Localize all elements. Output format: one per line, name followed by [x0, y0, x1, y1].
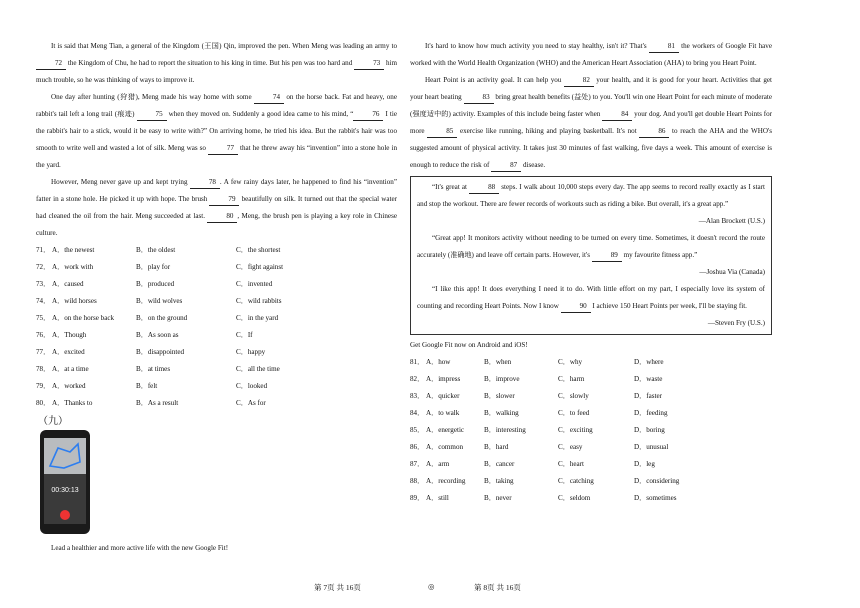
left-column: [36, 38, 397, 557]
passage-paragraph: [36, 38, 397, 89]
question-row: [36, 293, 397, 310]
option-a: A．caused: [52, 280, 84, 288]
option-a: A．at a time: [52, 365, 89, 373]
passage-text: Heart Point is an activity goal. It can help you: [425, 76, 564, 84]
option-d: D．where: [634, 358, 664, 366]
question-row: [36, 242, 397, 259]
answer-blank: 75: [137, 108, 167, 121]
question-row: [410, 473, 772, 490]
question-row: [36, 344, 397, 361]
question-number: 86．: [410, 443, 425, 451]
review-text: [417, 230, 765, 264]
option-a: A．energetic: [426, 426, 465, 434]
question-number: 87．: [410, 460, 425, 468]
question-number: 80．: [36, 399, 51, 407]
passage-text: One day after hunting (狩猎), Meng made his way home with some: [51, 93, 254, 101]
option-c: C．If: [236, 331, 253, 339]
option-d: D．feeding: [634, 409, 668, 417]
passage-text: the Kingdom of Chu, he had to report the situation to his king in time. But his pen was too hard and: [66, 59, 355, 67]
passage-text: “I like this app! It does everything I need it to do. With little effort on my part, I especially love its system of counting and recording Heart Points. Now I know: [417, 285, 765, 310]
option-b: B．hard: [484, 443, 509, 451]
question-row: [410, 405, 772, 422]
option-a: A．impress: [426, 375, 461, 383]
question-number: 77．: [36, 348, 51, 356]
passage-text: It is said that Meng Tian, a general of the Kingdom (王国) Qin, improved the pen. When Meng was leading an army to: [51, 42, 397, 50]
answer-blank: 87: [491, 159, 521, 172]
option-d: D．boring: [634, 426, 665, 434]
question-row: [410, 456, 772, 473]
passage-paragraph: [36, 174, 397, 242]
option-b: B．cancer: [484, 460, 515, 468]
passage-text: steps. I walk about 10,000 steps every day. The app seems to record really exactly as I start and stop the workout. There are fewer records of workouts such as riding a bike. But overall, it's a great app.”: [417, 183, 766, 208]
call-to-action: Get Google Fit now on Android and iOS!: [410, 341, 528, 349]
option-c: C．to feed: [558, 409, 590, 417]
question-row: [410, 422, 772, 439]
option-d: D．sometimes: [634, 494, 677, 502]
passage-text: , Meng, the brush pen is playing a key role in Chinese culture.: [36, 212, 397, 237]
question-number: 71．: [36, 246, 51, 254]
option-b: B．taking: [484, 477, 514, 485]
question-number: 88．: [410, 477, 425, 485]
passage-text: him much trouble, so he was thinking of ways to improve it.: [36, 59, 397, 84]
option-c: C．harm: [558, 375, 585, 383]
option-d: D．considering: [634, 477, 680, 485]
passage-text: disease.: [521, 161, 546, 169]
option-c: C．catching: [558, 477, 594, 485]
answer-blank: 88: [469, 181, 499, 194]
option-b: B．on the ground: [136, 314, 188, 322]
options-81-89: [410, 354, 772, 507]
option-a: A．excited: [52, 348, 85, 356]
passage-text: when they moved on. Suddenly a good idea came to his mind, “: [166, 110, 354, 118]
question-row: [410, 371, 772, 388]
passage-text: that he threw away his “invention” into a stone hole in the yard.: [36, 144, 397, 169]
answer-blank: 80: [207, 210, 237, 223]
answer-blank: 73: [354, 57, 384, 70]
passage-text: to reach the AHA and the WHO's suggested amount of physical activity. It takes just 30 minutes of fast walking, five days a week. This amount of exercise is enough to reduce the risk of: [410, 127, 772, 169]
option-b: B．at times: [136, 365, 171, 373]
option-d: D．unusual: [634, 443, 669, 451]
review-author: —Steven Fry (U.S.): [707, 319, 765, 327]
question-number: 79．: [36, 382, 51, 390]
option-d: D．faster: [634, 392, 662, 400]
option-c: C．happy: [236, 348, 266, 356]
passage-paragraph: [410, 38, 772, 72]
question-number: 78．: [36, 365, 51, 373]
question-number: 76．: [36, 331, 51, 339]
passage-text: on the horse back. Fat and heavy, one rabbit's tail left a long trail (痕迹): [36, 93, 397, 118]
page-number-right: 第 8页 共 16页: [474, 583, 521, 592]
option-c: C．wild rabbits: [236, 297, 282, 305]
phone-timer: 00:30:13: [51, 487, 79, 494]
option-b: B．As a result: [136, 399, 179, 407]
question-number: 81．: [410, 358, 425, 366]
option-a: A．arm: [426, 460, 450, 468]
option-b: B．never: [484, 494, 512, 502]
option-c: C．slowly: [558, 392, 589, 400]
question-number: 83．: [410, 392, 425, 400]
option-a: A．work with: [52, 263, 94, 271]
option-b: B．disappointed: [136, 348, 185, 356]
passage-text: exercise like running, hiking and playing basketball. It's not: [457, 127, 640, 135]
passage-text: “Great app! It monitors activity without needing to be turned on every time. Sometimes, it doesn't record the route accurately (准确地) and leave off certain parts. However, it's: [417, 234, 765, 259]
option-a: A．worked: [52, 382, 86, 390]
answer-blank: 76: [353, 108, 383, 121]
option-b: B．As soon as: [136, 331, 179, 339]
question-row: [36, 310, 397, 327]
option-a: A．to walk: [426, 409, 460, 417]
passage-text: bring great health benefits (益处) to you. You'll win one Heart Point for each minute of moderate (强度适中的) activity. Examples of this include being faster when: [410, 93, 772, 118]
answer-blank: 72: [36, 57, 66, 70]
option-d: D．leg: [634, 460, 655, 468]
answer-blank: 89: [592, 249, 622, 262]
question-row: [410, 354, 772, 371]
question-row: [410, 490, 772, 507]
question-row: [410, 388, 772, 405]
google-fit-phone-image: [40, 430, 90, 534]
map-icon: [44, 438, 86, 474]
passage-text: I achieve 150 Heart Points per week, I'll be staying fit.: [590, 302, 747, 310]
option-c: C．exciting: [558, 426, 593, 434]
question-row: [36, 259, 397, 276]
option-c: C．all the time: [236, 365, 280, 373]
passage-google-fit: [410, 38, 772, 174]
option-a: A．how: [426, 358, 451, 366]
question-number: 84．: [410, 409, 425, 417]
option-b: B．the oldest: [136, 246, 176, 254]
passage-meng-tian: [36, 38, 397, 242]
passage-paragraph: [410, 72, 772, 174]
passage-text: beautifully on silk. It turned out that the special water had cleaned the oil from the hair. Meng succeeded at last.: [36, 195, 397, 220]
answer-blank: 83: [464, 91, 494, 104]
question-number: 74．: [36, 297, 51, 305]
option-c: C．As for: [236, 399, 266, 407]
option-a: A．Thanks to: [52, 399, 93, 407]
options-71-80: [36, 242, 397, 412]
review-author: —Joshua Via (Canada): [699, 268, 765, 276]
option-b: B．slower: [484, 392, 515, 400]
passage-text: your health, and it is good for your heart. Activities that get your heart beating: [410, 76, 772, 101]
passage-text: . A few rainy days later, he happened to find his “invention” fatter in a stone hole. He picked it up with hope. The brush: [36, 178, 397, 203]
question-number: 89．: [410, 494, 425, 502]
passage-paragraph: [36, 89, 397, 174]
option-a: A．wild horses: [52, 297, 97, 305]
answer-blank: 84: [602, 108, 632, 121]
question-number: 72．: [36, 263, 51, 271]
page-number-left: 第 7页 共 16页: [314, 583, 361, 592]
question-number: 82．: [410, 375, 425, 383]
option-a: A．still: [426, 494, 449, 502]
option-a: A．Though: [52, 331, 87, 339]
question-number: 85．: [410, 426, 425, 434]
passage-text: my favourite fitness app.”: [621, 251, 698, 259]
option-a: A．common: [426, 443, 464, 451]
option-a: A．on the horse back: [52, 314, 115, 322]
answer-blank: 90: [561, 300, 591, 313]
option-b: B．interesting: [484, 426, 526, 434]
review-text: [417, 179, 765, 213]
answer-blank: 85: [427, 125, 457, 138]
question-row: [410, 439, 772, 456]
answer-blank: 82: [564, 74, 594, 87]
passage-text: It's hard to know how much activity you need to stay healthy, isn't it? That's: [425, 42, 649, 50]
option-c: C．seldom: [558, 494, 591, 502]
option-b: B．walking: [484, 409, 519, 417]
question-row: [36, 276, 397, 293]
right-column: [410, 38, 772, 507]
option-c: C．heart: [558, 460, 585, 468]
passage-text: the workers of Google Fit have worked with the World Health Organization (WHO) and the American Heart Association (AHA) to bring you Heart Point.: [410, 42, 772, 67]
option-c: C．the shortest: [236, 246, 281, 254]
option-c: C．easy: [558, 443, 583, 451]
stop-button-icon: [60, 510, 70, 520]
option-a: A．recording: [426, 477, 466, 485]
section-title: （九）: [38, 416, 68, 427]
option-b: B．wild wolves: [136, 297, 183, 305]
option-a: A．quicker: [426, 392, 460, 400]
question-row: [36, 378, 397, 395]
passage-text: “It's great at: [432, 183, 470, 191]
answer-blank: 81: [649, 40, 679, 53]
option-c: C．fight against: [236, 263, 284, 271]
option-c: C．in the yard: [236, 314, 279, 322]
reviews-box: [410, 176, 772, 335]
answer-blank: 78: [190, 176, 220, 189]
answer-blank: 86: [639, 125, 669, 138]
option-c: C．invented: [236, 280, 273, 288]
option-b: B．play for: [136, 263, 171, 271]
image-caption: Lead a healthier and more active life with the new Google Fit!: [51, 544, 229, 552]
answer-blank: 77: [208, 142, 238, 155]
question-number: 75．: [36, 314, 51, 322]
passage-text: I tie the rabbit's hair to a stick, would it be easy to write with?” On arriving home, he tried his idea. But the rabbit's hair was too smooth to write well and wasted a lot of silk. Meng was so: [36, 110, 398, 152]
option-c: C．why: [558, 358, 583, 366]
option-d: D．waste: [634, 375, 663, 383]
option-b: B．produced: [136, 280, 175, 288]
center-mark: ◎: [428, 582, 435, 591]
option-c: C．looked: [236, 382, 268, 390]
question-row: [36, 327, 397, 344]
option-b: B．improve: [484, 375, 520, 383]
passage-text: your dog. And you'll get double Heart Points for more: [410, 110, 772, 135]
question-number: 73．: [36, 280, 51, 288]
review-text: [417, 281, 765, 315]
answer-blank: 79: [209, 193, 239, 206]
question-row: [36, 395, 397, 412]
option-b: B．felt: [136, 382, 158, 390]
option-a: A．the newest: [52, 246, 95, 254]
phone-screen: [44, 438, 86, 524]
option-b: B．when: [484, 358, 512, 366]
question-row: [36, 361, 397, 378]
review-author: —Alan Brockett (U.S.): [698, 217, 765, 225]
passage-text: However, Meng never gave up and kept trying: [51, 178, 190, 186]
answer-blank: 74: [254, 91, 284, 104]
